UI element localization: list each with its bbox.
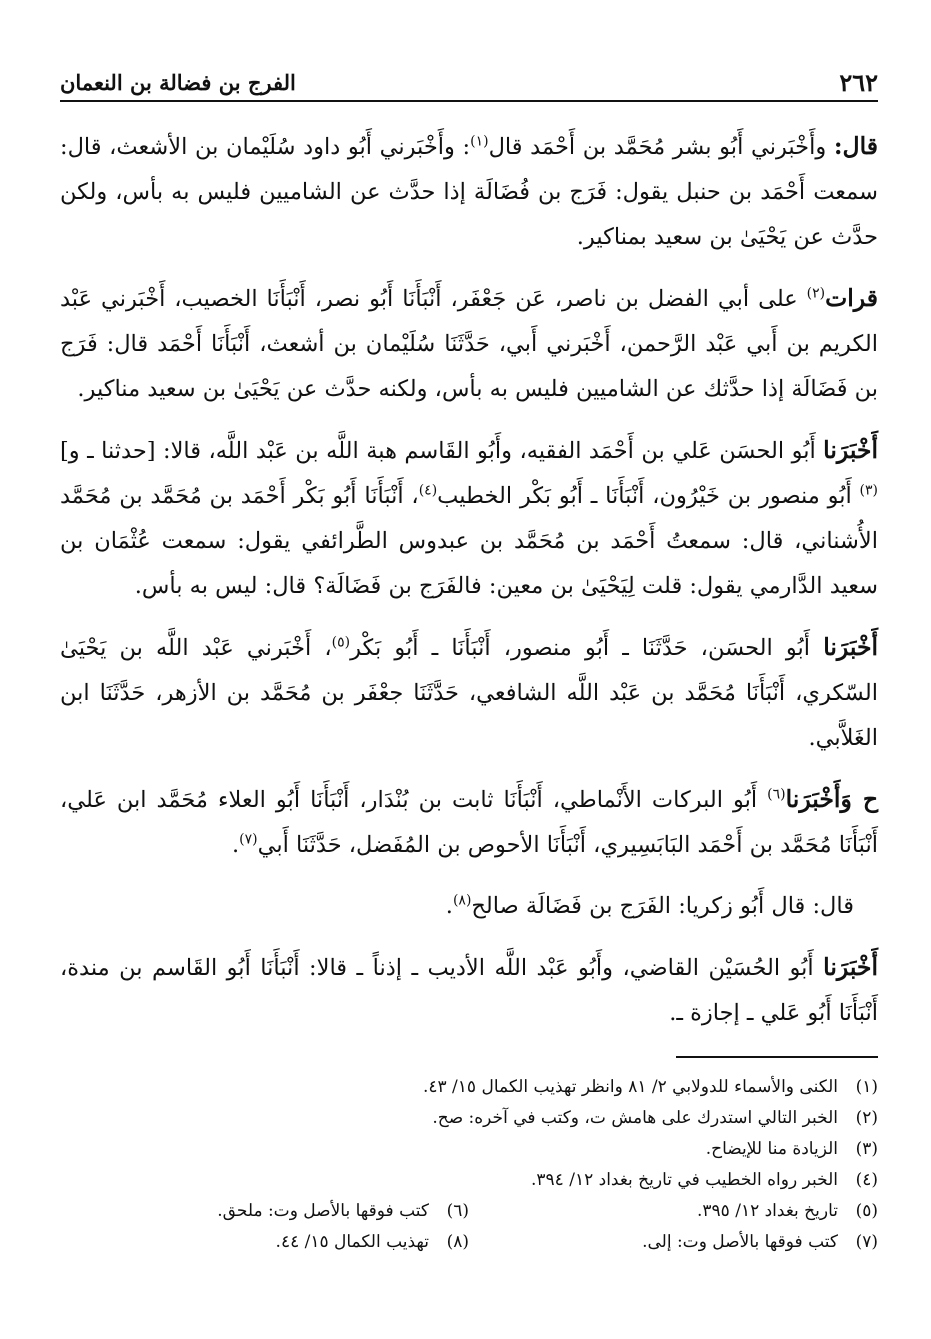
footnote-text: تاريخ بغداد ١٢/ ٣٩٥. <box>696 1201 838 1221</box>
paragraph-text: أَبُو الحُسَيْن القاضي، وأَبُو عَبْد اللَّه الأديب ـ إذناً ـ قالا: أَنْبَأَنَا أَبُو القَاسم بن مندة، أَنْبَأَنَا أَبُو عَلي ـ إجازة ـ. <box>60 955 878 1026</box>
paragraph-text: أَبُو منصور بن خَيْرُون، أَنْبَأَنَا ـ أَبُو بَكْر الخطيب <box>437 483 852 509</box>
footnote-number: (٥) <box>855 1201 878 1221</box>
footnote <box>469 1196 878 1227</box>
paragraph-lead: أَخْبَرَنا <box>823 953 878 981</box>
footnote <box>60 1134 878 1165</box>
paragraph-text: على أبي الفضل بن ناصر، عَن جَعْفَر، أَنْبَأَنَا أَبُو نصر، أَنْبَأَنَا الخصيب، أَخْبَرني عَبْد الكريم بن أَبي عَبْد الرَّحمن، أَخْبَرني أَبي، حَدَّثَنَا سُلَيْمان بن أشعث، أَنْبَأَنَا أَحْمَد قال: فَرَج بن فَضَالَة إذا حدَّثك عن الشاميين فليس به بأس، ولكنه حدَّث عن يَحْيَىٰ بن سعيد مناكير. <box>60 286 878 402</box>
footnote-text: الكنى والأسماء للدولابي ٢/ ٨١ وانظر تهذيب الكمال ١٥/ ٤٣. <box>422 1077 838 1097</box>
footnote-number: (١) <box>855 1077 878 1097</box>
footnote-number: (٤) <box>855 1170 878 1190</box>
footnote <box>60 1196 469 1227</box>
footnote <box>60 1227 469 1258</box>
footnote-text: تهذيب الكمال ١٥/ ٤٤. <box>275 1232 429 1252</box>
footnote-ref: (٣) <box>859 482 878 499</box>
footnote-number: (٧) <box>855 1232 878 1252</box>
footnote-number: (٦) <box>446 1201 469 1221</box>
footnote-number: (٨) <box>446 1232 469 1252</box>
footnote-ref: (٢) <box>806 285 826 302</box>
footnote-row <box>60 1227 878 1258</box>
footnote-text: كتب فوقها بالأصل وت: ملحق. <box>217 1201 429 1221</box>
footnote-text: الزيادة منا للإيضاح. <box>705 1139 838 1159</box>
footnote-text: الخبر رواه الخطيب في تاريخ بغداد ١٢/ ٣٩٤. <box>531 1170 838 1190</box>
paragraph-text: قال: قال أَبُو زكريا: الفَرَج بن فَضَالَة صالح <box>471 893 854 919</box>
footnote-ref: (٥) <box>331 634 351 651</box>
main-text <box>60 124 878 1036</box>
footnote-text: كتب فوقها بالأصل وت: إلى. <box>642 1232 838 1252</box>
paragraph-lead: أَخْبَرَنا <box>823 633 879 661</box>
book-page <box>60 60 878 1258</box>
paragraph <box>60 945 878 1036</box>
footnote <box>60 1103 878 1134</box>
footnote-divider <box>676 1056 878 1058</box>
paragraph <box>60 124 878 260</box>
paragraph-lead: قرات <box>825 284 878 312</box>
paragraph-text: ، أَخْبَرني عَبْد اللَّه بن يَحْيَىٰ السّكري، أَنْبَأَنَا مُحَمَّد بن عَبْد اللَّه الشافعي، حَدَّثَنَا جعْفَر بن مُحَمَّد بن الأزهر، حَدَّثَنَا ابن الغَلاَّبي. <box>60 635 878 751</box>
paragraph-text: ، أَنْبَأَنَا أَبُو بَكْر أَحْمَد بن مُحَمَّد بن مُحَمَّد الأُشناني، قال: سمعتُ أَحْمَد بن مُحَمَّد بن عبدوس الطَّرائفي يقول: سمعت عُثْمَان بن سعيد الدَّارمي يقول: قلت لِيَحْيَىٰ بن معين: فالفَرَج بن فَضَالَة؟ قال: ليس به بأس. <box>60 483 878 599</box>
paragraph-lead: قال: <box>833 132 878 160</box>
paragraph-lead: ح وَأَخْبَرَنا <box>785 785 878 813</box>
paragraph-lead: أَخْبَرَنا <box>823 436 878 464</box>
paragraph-text: . <box>231 832 240 858</box>
paragraph-text: . <box>445 893 453 919</box>
paragraph-text: : وأَخْبَرني أَبُو داود سُلَيْمان بن الأشعث، قال: سمعت أَحْمَد بن حنبل يقول: فَرَج بن فُضَالَة إذا حدَّث عن الشاميين فليس به بأس، ولكن حدَّث عن يَحْيَىٰ بن سعيد بمناكير. <box>60 134 878 250</box>
footnote-number: (٣) <box>855 1139 878 1159</box>
footnote <box>60 1165 878 1196</box>
paragraph <box>60 428 878 609</box>
footnote <box>469 1227 878 1258</box>
footnote-ref: (٧) <box>239 831 258 848</box>
footnote-row <box>60 1196 878 1227</box>
footnote-ref: (١) <box>470 133 489 150</box>
footnote-ref: (٦) <box>767 786 786 803</box>
paragraph <box>60 777 878 868</box>
paragraph-text: أَبُو الحسَن، حَدَّثَنَا ـ أَبُو منصور، أَنْبَأَنَا ـ أَبُو بَكْر <box>350 635 811 661</box>
page-number: ٢٦٢ <box>839 68 878 97</box>
paragraph-text: أَبُو البركات الأَنْماطي، أَنْبَأَنَا ثابت بن بُنْدَار، أَنْبَأَنَا أَبُو العلاء مُحَمَّد ابن عَلي، أَنْبَأَنَا مُحَمَّد بن أَحْمَد البَابَسِيري، أَنْبَأَنَا الأحوص بن المُفَضل، حَدَّثَنَا أَبي <box>60 787 878 858</box>
running-title: الفرج بن فضالة بن النعمان <box>60 70 296 95</box>
footnote-ref: (٨) <box>452 892 472 909</box>
footnote-number: (٢) <box>855 1108 878 1128</box>
paragraph-text: أَبُو الحسَن عَلي بن أَحْمَد الفقيه، وأَبُو القَاسم هبة اللَّه بن عَبْد اللَّه، قالا: [حدثنا ـ و] <box>60 438 816 464</box>
paragraph <box>60 884 878 929</box>
paragraph <box>60 625 878 761</box>
footnote-ref: (٤) <box>418 482 438 499</box>
footnote <box>60 1072 878 1103</box>
footnote-text: الخبر التالي استدرك على هامش ت، وكتب في آخره: صح. <box>432 1108 838 1128</box>
footnotes <box>60 1072 878 1258</box>
paragraph <box>60 276 878 412</box>
page-header <box>60 60 878 102</box>
paragraph-text: وأَخْبَرني أَبُو بشر مُحَمَّد بن أَحْمَد قال <box>488 134 827 160</box>
